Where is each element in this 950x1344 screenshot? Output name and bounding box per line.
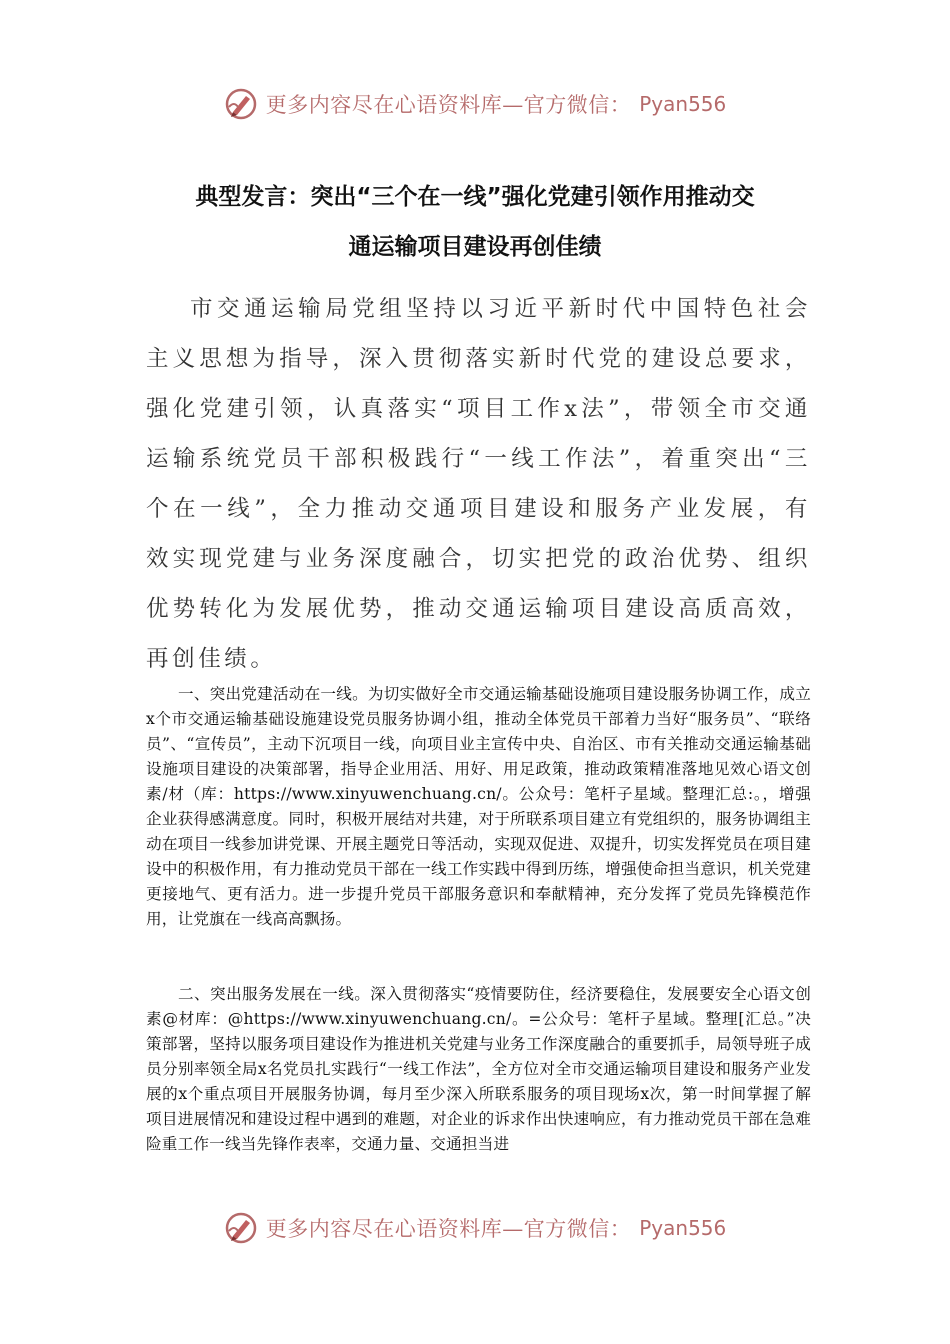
intro-paragraph: 市交通运输局党组坚持以习近平新时代中国特色社会主义思想为指导，深入贯彻落实新时代党的建设总要求，强化党建引领，认真落实“项目工作x法”，带领全市交通运输系统党员干部积极践行“一线工作法”，着重突出“三个在一线”，全力推动交通项目建设和服务产业发展，有效实现党建与业务深度融合，切实把党的政治优势、组织优势转化为发展优势，推动交通运输项目建设高质高效，再创佳绩。 — [146, 296, 811, 672]
document-title-line1: 典型发言：突出“三个在一线”强化党建引领作用推动交 — [195, 184, 755, 210]
footer-banner — [0, 1206, 950, 1250]
body-paragraph-1: 一、突出党建活动在一线。为切实做好全市交通运输基础设施项目建设服务协调工作，成立x个市交通运输基础设施建设党员服务协调小组，推动全体党员干部着力当好“服务员”、“联络员”、“宣传员”，主动下沉项目一线，向项目业主宣传中央、自治区、市有关推动交通运输基础设施项目建设的决策部署，指导企业用活、用好、用足政策，推动政策精准落地见效心语文创素/材（库：https://www.xinyuwenchuang.cn/。公众号：笔杆子星域。整理汇总:。，增强企业获得感满意度。同时，积极开展结对共建，对于所联系项目建立有党组织的，服务协调组主动在项目一线参加讲党课、开展主题党日等活动，实现双促进、双提升，切实发挥党员在项目建设中的积极作用，有力推动党员干部在一线工作实践中得到历练，增强使命担当意识，机关党建更接地气、更有活力。进一步提升党员干部服务意识和奉献精神，充分发挥了党员先锋模范作用，让党旗在一线高高飘扬。 — [146, 685, 811, 928]
pen-logo-icon — [224, 1211, 258, 1245]
header-wechat-id: Pyan556 — [639, 92, 727, 116]
header-banner-text: 更多内容尽在心语资料库—官方微信： — [265, 93, 632, 117]
footer-wechat-id: Pyan556 — [639, 1216, 727, 1240]
footer-banner-text: 更多内容尽在心语资料库—官方微信： — [265, 1217, 632, 1241]
header-banner — [0, 82, 950, 126]
document-title-line2: 通运输项目建设再创佳绩 — [348, 234, 602, 260]
pen-logo-icon — [224, 87, 258, 121]
body-paragraph-2: 二、突出服务发展在一线。深入贯彻落实“疫情要防住，经济要稳住，发展要安全心语文创素@材库：@https://www.xinyuwenchuang.cn/。=公众号：笔杆子星域。整理[汇总。”决策部署，坚持以服务项目建设作为推进机关党建与业务工作深度融合的重要抓手，局领导班子成员分别率领全局x名党员扎实践行“一线工作法”，全方位对全市交通运输项目建设和服务产业发展的x个重点项目开展服务协调，每月至少深入所联系服务的项目现场x次，第一时间掌握了解项目进展情况和建设过程中遇到的难题，对企业的诉求作出快速响应，有力推动党员干部在急难险重工作一线当先锋作表率，交通力量、交通担当进 — [146, 985, 811, 1153]
